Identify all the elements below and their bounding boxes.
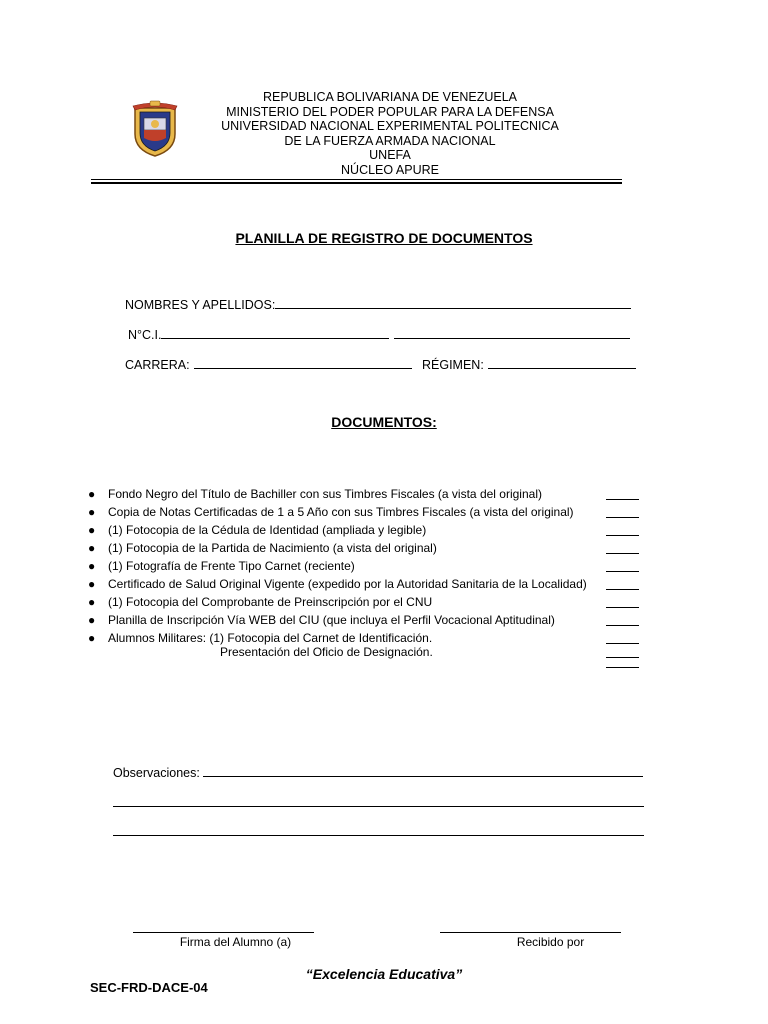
- observaciones-line-2[interactable]: [113, 806, 644, 807]
- header-line: REPUBLICA BOLIVARIANA DE VENEZUELA: [262, 90, 518, 104]
- check-blank[interactable]: [606, 615, 639, 626]
- observaciones-input-line[interactable]: [203, 764, 643, 777]
- signature-label-alumno: Firma del Alumno (a): [179, 935, 292, 949]
- signature-line-recibido[interactable]: [440, 932, 621, 933]
- document-label: Copia de Notas Certificadas de 1 a 5 Año con sus Timbres Fiscales (a vista del original): [108, 505, 574, 519]
- bullet-icon: ●: [88, 577, 96, 591]
- ci-label: N°C.I.: [128, 328, 162, 342]
- document-label: Certificado de Salud Original Vigente (expedido por la Autoridad Sanitaria de la Localidad): [108, 577, 587, 591]
- list-item: [88, 523, 648, 537]
- list-item: [88, 559, 648, 573]
- list-item: [88, 505, 648, 519]
- document-label: (1) Fotocopia del Comprobante de Preinscripción por el CNU: [108, 595, 433, 609]
- observaciones-line-3[interactable]: [113, 835, 644, 836]
- list-item: [88, 595, 648, 609]
- header-line: UNEFA: [369, 148, 411, 162]
- header-line: MINISTERIO DEL PODER POPULAR PARA LA DEFENSA: [226, 104, 554, 119]
- bullet-icon: ●: [88, 523, 96, 537]
- header-line: UNIVERSIDAD NACIONAL EXPERIMENTAL POLITECNICA: [221, 119, 559, 133]
- check-blank[interactable]: [606, 525, 639, 536]
- motto: “Excelencia Educativa”: [305, 966, 463, 982]
- signature-label-recibido: Recibido por: [516, 935, 585, 949]
- check-blank[interactable]: [606, 489, 639, 500]
- bullet-icon: ●: [88, 541, 96, 555]
- carrera-field[interactable]: [125, 356, 412, 372]
- header-rule-bottom: [91, 182, 622, 184]
- ci-input-line-2[interactable]: [394, 326, 630, 339]
- page-title: PLANILLA DE REGISTRO DE DOCUMENTOS: [235, 230, 533, 246]
- document-label: Planilla de Inscripción Vía WEB del CIU (que incluya el Perfil Vocacional Aptitudinal): [108, 613, 555, 627]
- check-blank[interactable]: [606, 657, 639, 668]
- list-item: [88, 645, 648, 659]
- bullet-icon: ●: [88, 505, 96, 519]
- bullet-icon: ●: [88, 559, 96, 573]
- ci-input-line[interactable]: [161, 326, 389, 339]
- bullet-icon: ●: [88, 595, 96, 609]
- documents-heading: DOCUMENTOS:: [331, 414, 437, 430]
- nombres-input-line[interactable]: [275, 296, 631, 309]
- document-label-extra: Presentación del Oficio de Designación.: [220, 645, 433, 659]
- document-label: (1) Fotocopia de la Partida de Nacimiento (a vista del original): [108, 541, 437, 555]
- regimen-label: RÉGIMEN:: [422, 358, 484, 372]
- carrera-label: CARRERA:: [125, 358, 190, 372]
- header-rule-top: [91, 179, 622, 180]
- regimen-field[interactable]: [422, 356, 636, 372]
- nombres-field[interactable]: [125, 296, 631, 312]
- check-blank[interactable]: [606, 561, 639, 572]
- header-line: NÚCLEO APURE: [341, 162, 439, 177]
- bullet-icon: ●: [88, 631, 96, 645]
- institution-header: [160, 90, 620, 177]
- document-label: (1) Fotografía de Frente Tipo Carnet (reciente): [108, 559, 355, 573]
- list-item: [88, 577, 648, 591]
- check-blank[interactable]: [606, 633, 639, 644]
- ci-field[interactable]: [128, 326, 630, 342]
- header-line: DE LA FUERZA ARMADA NACIONAL: [284, 133, 496, 148]
- documents-list: [88, 487, 648, 669]
- check-blank[interactable]: [606, 507, 639, 518]
- nombres-label: NOMBRES Y APELLIDOS:: [125, 298, 276, 312]
- regimen-input-line[interactable]: [488, 356, 636, 369]
- document-label: Fondo Negro del Título de Bachiller con sus Timbres Fiscales (a vista del original): [108, 487, 542, 501]
- list-item: [88, 613, 648, 627]
- signature-line-alumno[interactable]: [133, 932, 314, 933]
- form-code: SEC-FRD-DACE-04: [90, 980, 208, 995]
- carrera-input-line[interactable]: [194, 356, 412, 369]
- observaciones-field[interactable]: [113, 764, 643, 780]
- list-item: [88, 487, 648, 501]
- document-label: (1) Fotocopia de la Cédula de Identidad (ampliada y legible): [108, 523, 427, 537]
- check-blank[interactable]: [606, 543, 639, 554]
- list-item: [88, 631, 648, 645]
- document-label: Alumnos Militares: (1) Fotocopia del Carnet de Identificación.: [108, 631, 433, 645]
- observaciones-label: Observaciones:: [113, 766, 200, 780]
- list-item: [88, 541, 648, 555]
- bullet-icon: ●: [88, 613, 96, 627]
- bullet-icon: ●: [88, 487, 96, 501]
- check-blank[interactable]: [606, 579, 639, 590]
- check-blank[interactable]: [606, 597, 639, 608]
